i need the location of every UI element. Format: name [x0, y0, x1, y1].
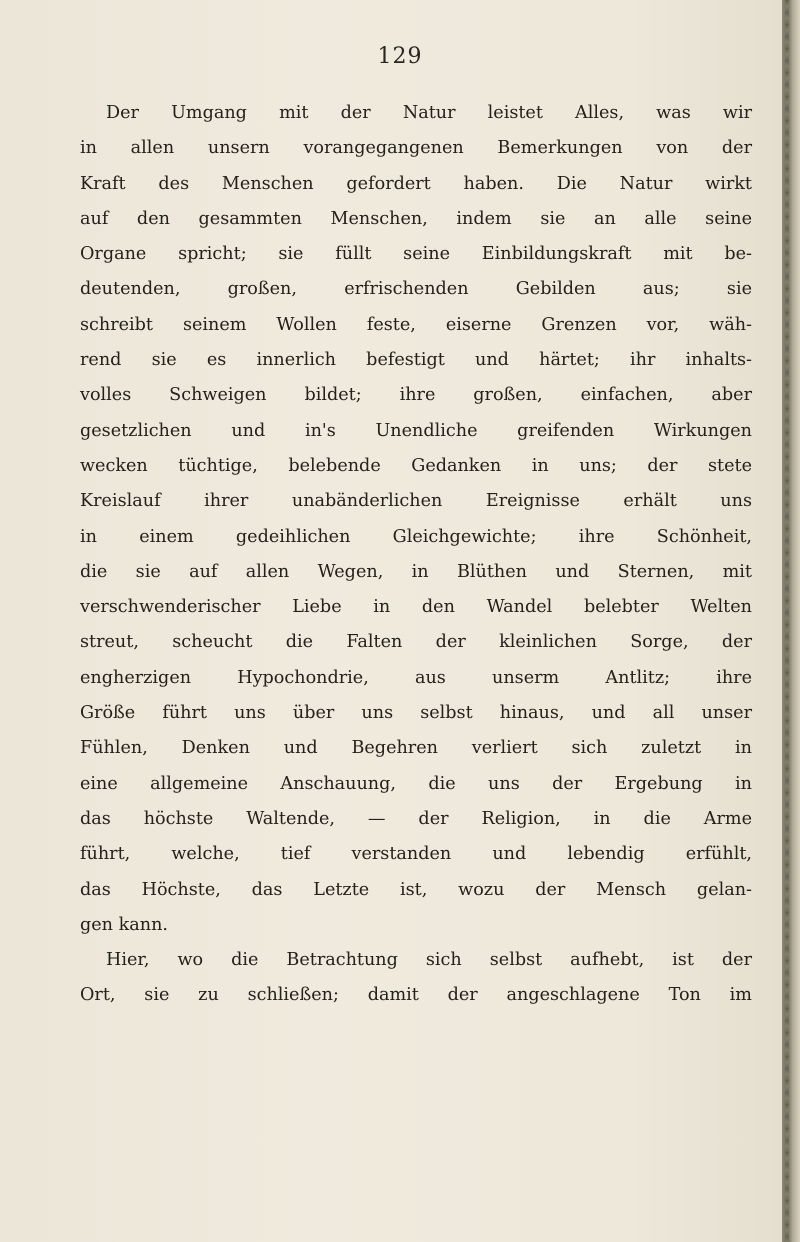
- text-line: gen kann.: [80, 914, 169, 935]
- text-line: streut, scheucht die Falten der kleinlichen Sorge, der: [80, 632, 752, 653]
- text-line: Größe führt uns über uns selbst hinaus, und all unser: [80, 703, 752, 724]
- text-line: eine allgemeine Anschauung, die uns der Ergebung in: [80, 773, 752, 794]
- text-line: gesetzlichen und in's Unendliche greifenden Wirkungen: [80, 420, 752, 441]
- text-line: schreibt seinem Wollen feste, eiserne Grenzen vor, wäh-: [80, 314, 752, 335]
- text-line: in allen unsern vorangegangenen Bemerkungen von der: [80, 138, 752, 159]
- book-spine-edge: [782, 0, 800, 1242]
- text-line: führt, welche, tief verstanden und lebendig erfühlt,: [80, 844, 752, 865]
- body-text: [80, 96, 752, 1014]
- page-number: 129: [377, 44, 423, 69]
- text-line: engherzigen Hypochondrie, aus unserm Antlitz; ihre: [80, 667, 752, 688]
- text-line: Organe spricht; sie füllt seine Einbildungskraft mit be-: [80, 244, 752, 265]
- text-line: in einem gedeihlichen Gleichgewichte; ihre Schönheit,: [80, 526, 752, 547]
- text-line: das Höchste, das Letzte ist, wozu der Mensch gelan-: [80, 879, 752, 900]
- text-line: Kraft des Menschen gefordert haben. Die Natur wirkt: [80, 173, 752, 194]
- text-line: Kreislauf ihrer unabänderlichen Ereignisse erhält uns: [80, 491, 752, 512]
- text-line: deutenden, großen, erfrischenden Gebilden aus; sie: [80, 279, 752, 300]
- text-line: die sie auf allen Wegen, in Blüthen und Sternen, mit: [80, 561, 752, 582]
- text-line: Der Umgang mit der Natur leistet Alles, was wir: [106, 103, 752, 123]
- text-line: volles Schweigen bildet; ihre großen, einfachen, aber: [80, 385, 752, 406]
- text-line: Fühlen, Denken und Begehren verliert sich zuletzt in: [80, 738, 752, 759]
- text-line: das höchste Waltende, — der Religion, in die Arme: [80, 808, 752, 829]
- text-line: rend sie es innerlich befestigt und härtet; ihr inhalts-: [80, 350, 752, 371]
- text-line: Hier, wo die Betrachtung sich selbst aufhebt, ist der: [106, 950, 752, 971]
- text-line: Ort, sie zu schließen; damit der angeschlagene Ton im: [80, 985, 752, 1006]
- text-line: verschwenderischer Liebe in den Wandel belebter Welten: [80, 597, 752, 618]
- text-line: wecken tüchtige, belebende Gedanken in uns; der stete: [80, 455, 752, 476]
- text-line: auf den gesammten Menschen, indem sie an alle seine: [80, 208, 752, 229]
